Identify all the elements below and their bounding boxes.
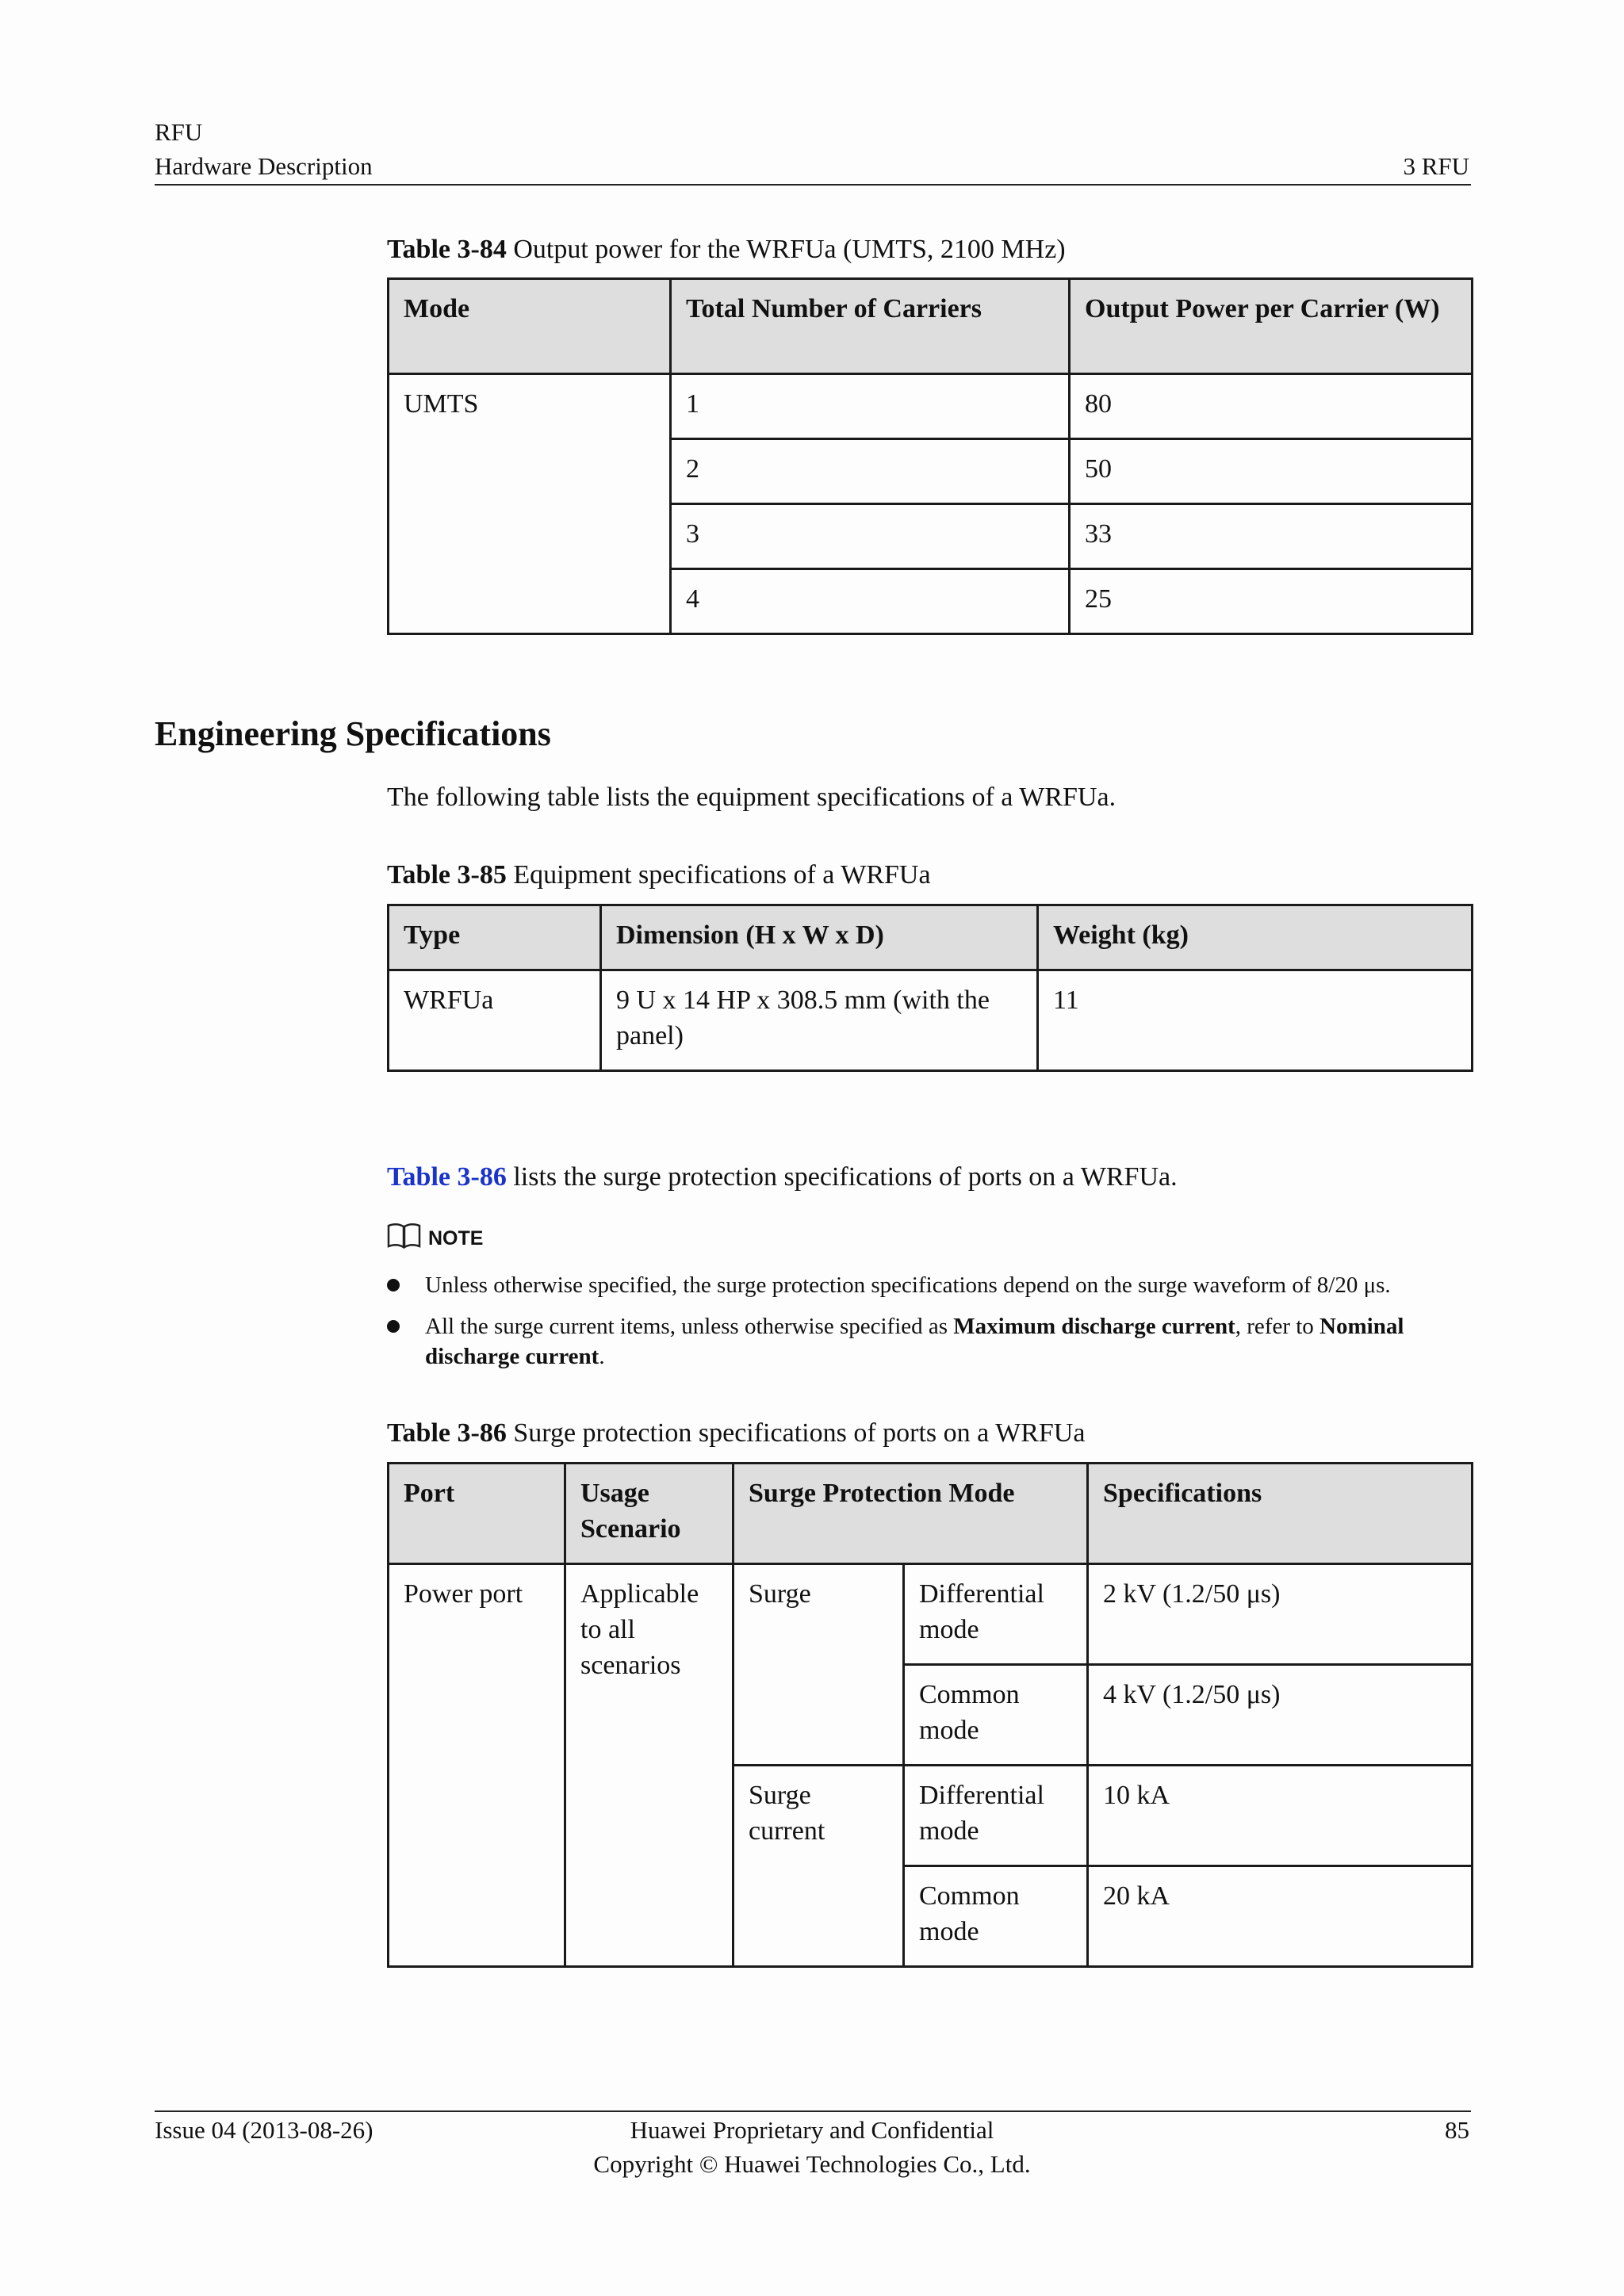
table86-header-specs: Specifications [1088, 1464, 1473, 1564]
note-bullet-2-part: . [599, 1344, 605, 1369]
table84-power-cell: 33 [1070, 504, 1473, 569]
footer-copyright: Copyright © Huawei Technologies Co., Ltd. [593, 2150, 1031, 2178]
header-product: RFU [155, 118, 203, 146]
table85-caption-text: Equipment specifications of a WRFUa [506, 860, 931, 890]
table84-carriers-cell: 1 [671, 374, 1070, 439]
table86-header-scenario: Usage Scenario [565, 1464, 733, 1564]
table86 [387, 1462, 1473, 1968]
section-title: Engineering Specifications [155, 714, 551, 753]
table86-spec-cell: 2 kV (1.2/50 μs) [1088, 1564, 1473, 1665]
table84-power-cell: 25 [1070, 569, 1473, 634]
table84-carriers-cell: 2 [671, 439, 1070, 504]
table86-mode-cell: Surge [733, 1564, 904, 1766]
note-bullet-2 [425, 1311, 1472, 1372]
table86-header-port: Port [389, 1464, 565, 1564]
table84-caption [387, 233, 1066, 266]
table84-caption-text: Output power for the WRFUa (UMTS, 2100 MHz) [506, 235, 1066, 264]
note-bullet-2-part: All the surge current items, unless otherwise specified as [425, 1314, 954, 1339]
table85-header-type: Type [389, 905, 601, 970]
table85-header-weight: Weight (kg) [1038, 905, 1473, 970]
table84-carriers-cell: 3 [671, 504, 1070, 569]
note-label: NOTE [428, 1227, 484, 1249]
table84-power-cell: 80 [1070, 374, 1473, 439]
table85-header-dimension: Dimension (H x W x D) [601, 905, 1038, 970]
table85-caption [387, 859, 931, 892]
surge-intro [387, 1160, 1178, 1195]
header-document-title: Hardware Description [155, 152, 373, 180]
surge-intro-text: lists the surge protection specifications of ports on a WRFUa. [506, 1162, 1178, 1192]
note-book-icon [387, 1221, 422, 1249]
bullet-dot [387, 1279, 400, 1292]
header-chapter: 3 RFU [1403, 152, 1469, 180]
table84-mode-cell: UMTS [389, 374, 671, 634]
footer-page-number: 85 [1445, 2116, 1469, 2144]
footer-issue: Issue 04 (2013-08-26) [155, 2116, 373, 2144]
note-bullet-1: Unless otherwise specified, the surge protection specifications depend on the surge waveform of 8/20 μs. [425, 1272, 1391, 1298]
table86-header-mode: Surge Protection Mode [733, 1464, 1088, 1564]
footer-rule [155, 2110, 1471, 2112]
table84-caption-label: Table 3-84 [387, 235, 507, 264]
header-rule [155, 184, 1471, 186]
table86-caption-text: Surge protection specifications of ports on a WRFUa [506, 1418, 1086, 1448]
note-bullet-2-term: Maximum discharge current [953, 1314, 1235, 1339]
bullet-dot [387, 1320, 400, 1333]
table86-mode-cell: Surge current [733, 1766, 904, 1967]
table86-submode-cell: Differential mode [904, 1564, 1088, 1665]
table86-submode-cell: Differential mode [904, 1766, 1088, 1866]
table85-caption-label: Table 3-85 [387, 860, 507, 890]
table86-spec-cell: 20 kA [1088, 1866, 1473, 1967]
table86-submode-cell: Common mode [904, 1665, 1088, 1766]
table84-header-mode: Mode [389, 279, 671, 374]
table84-header-power: Output Power per Carrier (W) [1070, 279, 1473, 374]
table86-spec-cell: 4 kV (1.2/50 μs) [1088, 1665, 1473, 1766]
table85 [387, 904, 1473, 1072]
section-intro: The following table lists the equipment specifications of a WRFUa. [387, 783, 1116, 812]
table84-header-carriers: Total Number of Carriers [671, 279, 1070, 374]
table86-port-cell: Power port [389, 1564, 565, 1967]
table86-caption-label: Table 3-86 [387, 1418, 507, 1448]
footer-confidential: Huawei Proprietary and Confidential [630, 2116, 994, 2144]
table84-power-cell: 50 [1070, 439, 1473, 504]
table86-link[interactable]: Table 3-86 [387, 1162, 507, 1192]
note-bullet-2-part: , refer to [1235, 1314, 1320, 1339]
table84-carriers-cell: 4 [671, 569, 1070, 634]
table86-caption [387, 1417, 1085, 1450]
table85-type-cell: WRFUa [389, 970, 601, 1071]
table86-spec-cell: 10 kA [1088, 1766, 1473, 1866]
note-bullet-2-term: Nominal discharge current [425, 1314, 1404, 1369]
table85-weight-cell: 11 [1038, 970, 1473, 1071]
table86-submode-cell: Common mode [904, 1866, 1088, 1967]
table84 [387, 277, 1473, 635]
table85-dimension-cell: 9 U x 14 HP x 308.5 mm (with the panel) [601, 970, 1038, 1071]
table86-scenario-cell: Applicable to all scenarios [565, 1564, 733, 1967]
